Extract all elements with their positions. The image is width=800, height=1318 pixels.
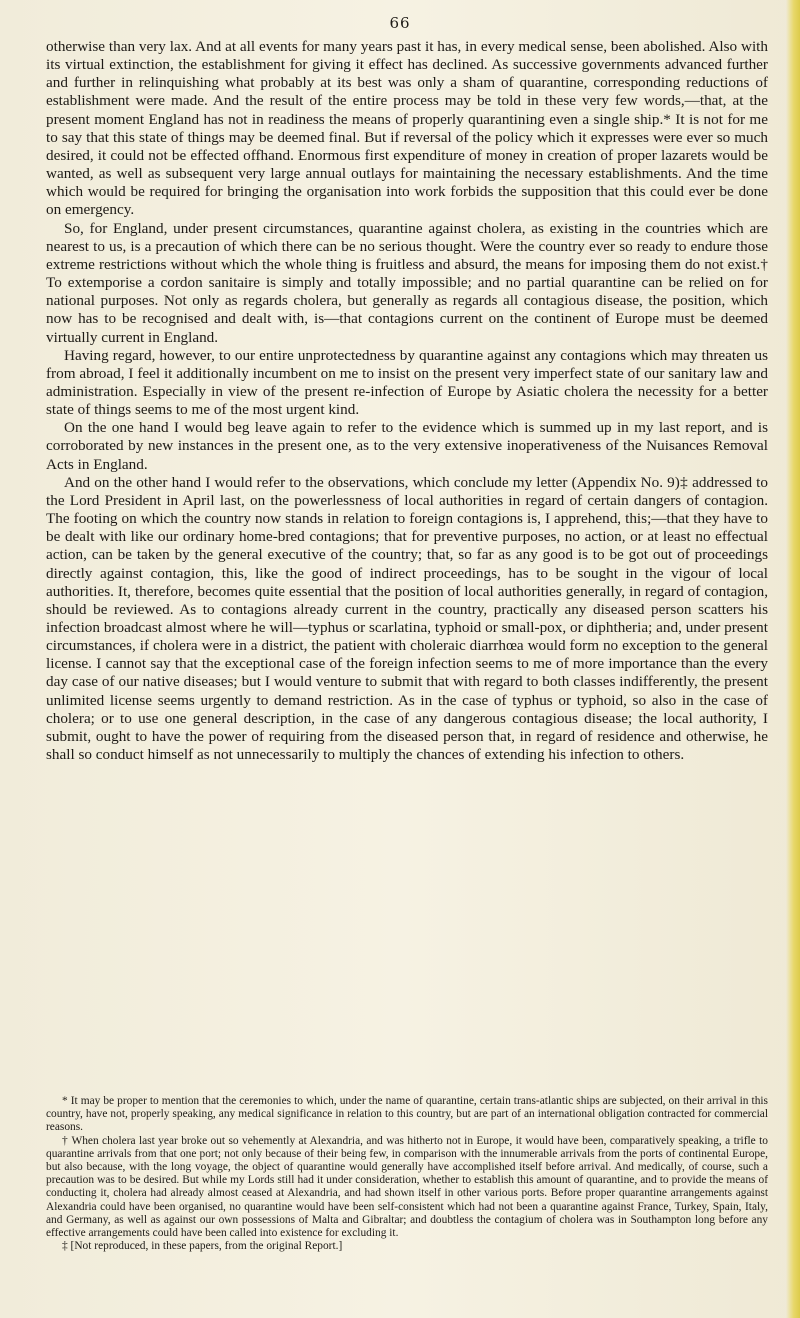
footnote: ‡ [Not reproduced, in these papers, from the original Report.]	[62, 1240, 343, 1253]
paragraph: otherwise than very lax. And at all events for many years past it has, in every medical sense, been abolished. Also with its virtual extinction, the establishment for giving it effect has declined. As successive governments advanced further and further in relinquishing what probably at its best was only a sham of quarantine, corresponding reductions of establishment were made. And the result of the entire process may be told in these very few words,—that, at the present moment England has not in readiness the means of properly quarantining even a single ship.* It is not for me to say that this state of things may be deemed final. But if reversal of the policy which it expresses were ever so much desired, it could not be effected offhand. Enormous first expenditure of money in creation of proper lazarets would be wanted, as well as subsequent very large annual outlays for maintaining the necessary establishments. And the time which would be required for bringing the organisation into work forbids the supposition that this could ever be done on emergency.	[46, 38, 768, 219]
paragraph: On the one hand I would beg leave again to refer to the evidence which is summed up in my last report, and is corroborated by new instances in the present one, as to the very extensive inoperativeness of the Nuisances Removal Acts in England.	[46, 419, 768, 473]
footnote: * It may be proper to mention that the ceremonies to which, under the name of quarantine, certain trans-atlantic ships are subjected, on their arrival in this country, have not, properly speaking, any medical significance in relation to this country, but are part of an international obligation contracted for commercial reasons.	[46, 1095, 768, 1134]
page-edge-stain	[786, 0, 800, 1318]
paragraph: So, for England, under present circumstances, quarantine against cholera, as existing in the countries which are nearest to us, is a precaution of which there can be no serious thought. Were the country ever so ready to endure those extreme restrictions without which the whole thing is fruitless and absurd, the means for imposing them do not exist.† To extemporise a cordon sanitaire is simply and totally impossible; and no partial quarantine can be relied on for national purposes. Not only as regards cholera, but generally as regards all contagious disease, the position, which now has to be recognised and dealt with, is—that contagions current on the continent of Europe must be deemed virtually current in England.	[46, 219, 768, 346]
paragraph: Having regard, however, to our entire unprotectedness by quarantine against any contagions which may threaten us from abroad, I feel it additionally incumbent on me to insist on the present very imperfect state of our sanitary law and administration. Especially in view of the present re-infection of Europe by Asiatic cholera the necessity for a better state of things seems to me of the most urgent kind.	[46, 346, 768, 419]
page-number: 66	[389, 14, 411, 32]
footnote: † When cholera last year broke out so vehemently at Alexandria, and was hitherto not in Europe, it would have been, comparatively speaking, a trifle to quarantine arrivals from that one port; not only because of their being few, in comparison with the innumerable arrivals from the ports of continental Europe, but also because, with the long voyage, the object of quarantine would generally have accomplished itself before arrival. And medically, of course, such a precaution was to be desired. But while my Lords still had it under consideration, whether to establish this amount of quarantine, and to provide the means of conducting it, cholera had already almost ceased at Alexandria, and had shown itself in other various ports. Before proper quarantine arrangements against Alexandria could have been organised, no quarantine would have been self-consistent which had not been a quarantine against France, Turkey, Spain, Italy, and Germany, as well as against our own possessions of Malta and Gibraltar; and doubtless the contagium of cholera was in Southampton long before any effective arrangements could have been called into existence for excluding it.	[46, 1134, 768, 1240]
body-text	[46, 38, 768, 764]
footnotes	[46, 1095, 768, 1253]
paragraph: And on the other hand I would refer to the observations, which conclude my letter (Appendix No. 9)‡ addressed to the Lord President in April last, on the powerlessness of local authorities in regard of certain dangers of contagion. The footing on which the country now stands in relation to foreign contagions is, I apprehend, this;—that they have to be dealt with like our ordinary home-bred contagions; that for preventive purposes, no action, or at least no effectual action, can be taken by the general executive of the country; that, so far as any good is to be got out of proceedings directly against contagion, this, like the good of indirect proceedings, has to be sought in the vigour of local authorities. It, therefore, becomes quite essential that the position of local authorities generally, in regard of contagion, should be reviewed. As to contagions already current in the country, practically any diseased person scatters his infection broadcast almost where he will—typhus or scarlatina, typhoid or small-pox, or diphtheria; and, under present circumstances, if cholera were in a district, the patient with choleraic diarrhœa would form no exception to the general license. I cannot say that the exceptional case of the foreign infection seems to me of more importance than the every day case of our native diseases; but I would venture to submit that with regard to both classes indifferently, the present unlimited license seems urgently to demand restriction. As in the case of typhus or typhoid, so also in the case of cholera; or to use one general description, in the case of any dangerous contagious disease; the local authority, I submit, ought to have the power of requiring from the diseased person that, in regard of residence and otherwise, he shall so conduct himself as not unnecessarily to multiply the chances of extending his infection to others.	[46, 473, 768, 764]
